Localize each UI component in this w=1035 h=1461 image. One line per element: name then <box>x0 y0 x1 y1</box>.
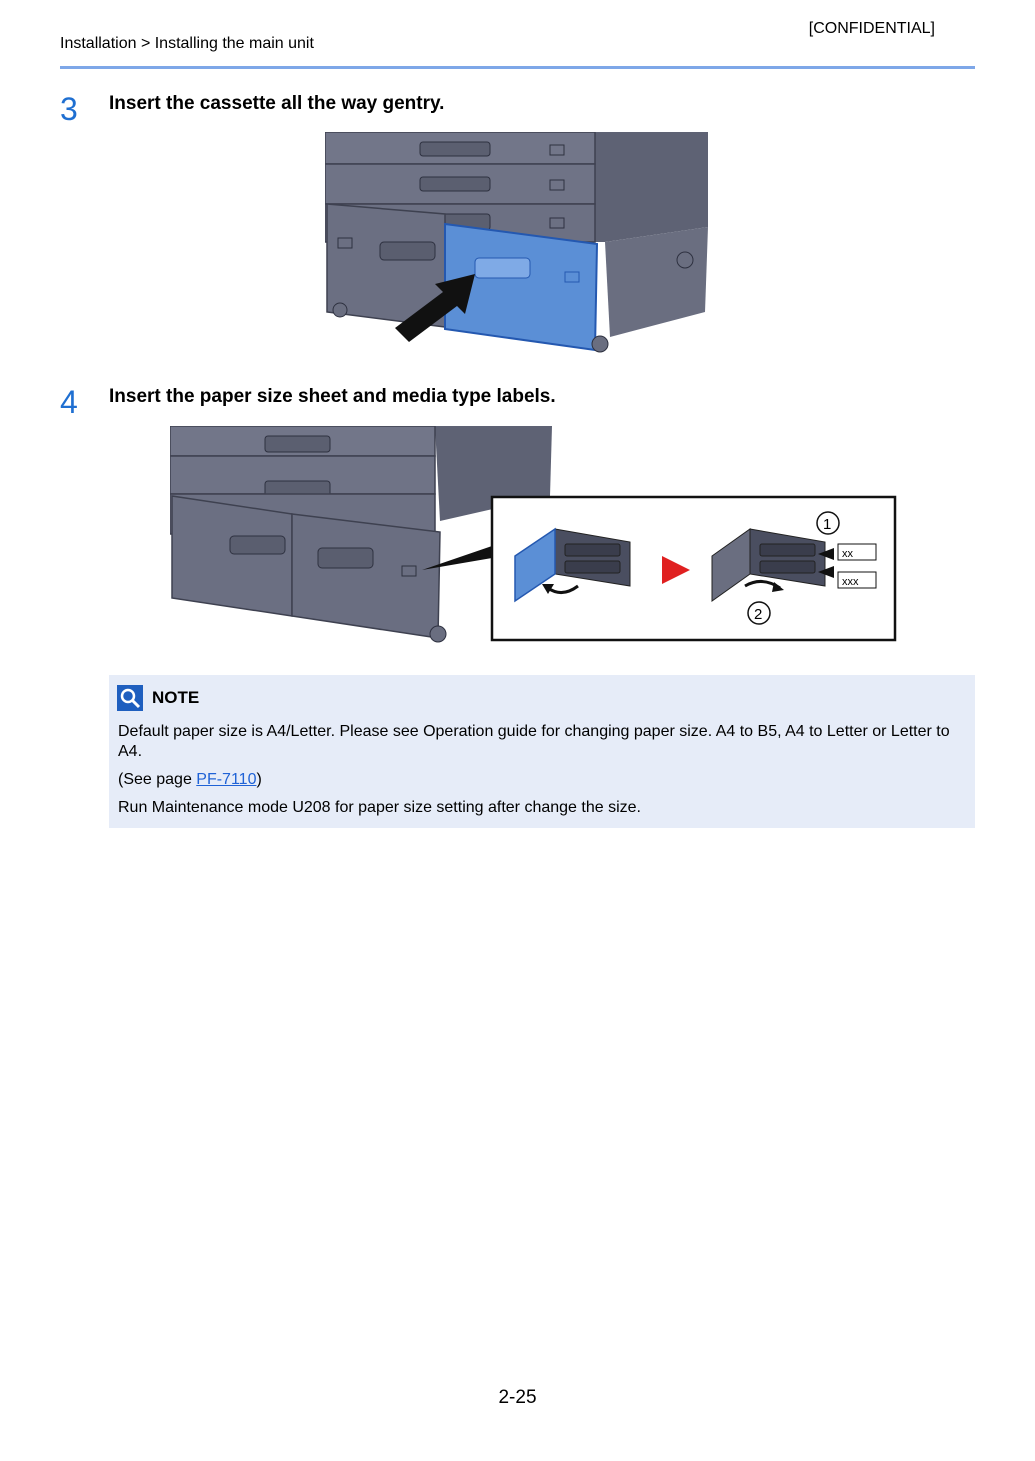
note-text-1: Default paper size is A4/Letter. Please see Operation guide for changing paper size. A4 to B5, A4 to Letter or Letter to A4. <box>118 723 950 760</box>
note-text-2 <box>118 770 963 790</box>
label-xx-text: xx <box>842 548 853 560</box>
page-number: 2-25 <box>498 1387 537 1408</box>
step-4-title: Insert the paper size sheet and media type labels. <box>109 386 556 407</box>
breadcrumb: Installation > Installing the main unit <box>60 35 314 52</box>
step-3-number: 3 <box>60 91 78 127</box>
note-box <box>109 675 975 828</box>
callout-1: 1 <box>823 516 832 533</box>
label-xxx-text: xxx <box>842 576 859 588</box>
note-text-3: Run Maintenance mode U208 for paper size setting after change the size. <box>118 799 641 816</box>
note-text-2-prefix: (See page <box>118 771 197 788</box>
step-3-title: Insert the cassette all the way gentry. <box>109 93 445 114</box>
callout-2: 2 <box>754 606 763 623</box>
pf-7110-link[interactable]: PF-7110 <box>196 771 257 788</box>
confidential-label: [CONFIDENTIAL] <box>808 20 935 37</box>
header-divider <box>60 66 975 69</box>
figure-insert-cassette <box>325 132 710 357</box>
step-4-number: 4 <box>60 384 78 420</box>
note-text-2-suffix: ) <box>256 771 262 788</box>
note-label: NOTE <box>152 688 200 707</box>
figure-insert-labels <box>170 426 898 648</box>
note-icon <box>117 685 143 711</box>
